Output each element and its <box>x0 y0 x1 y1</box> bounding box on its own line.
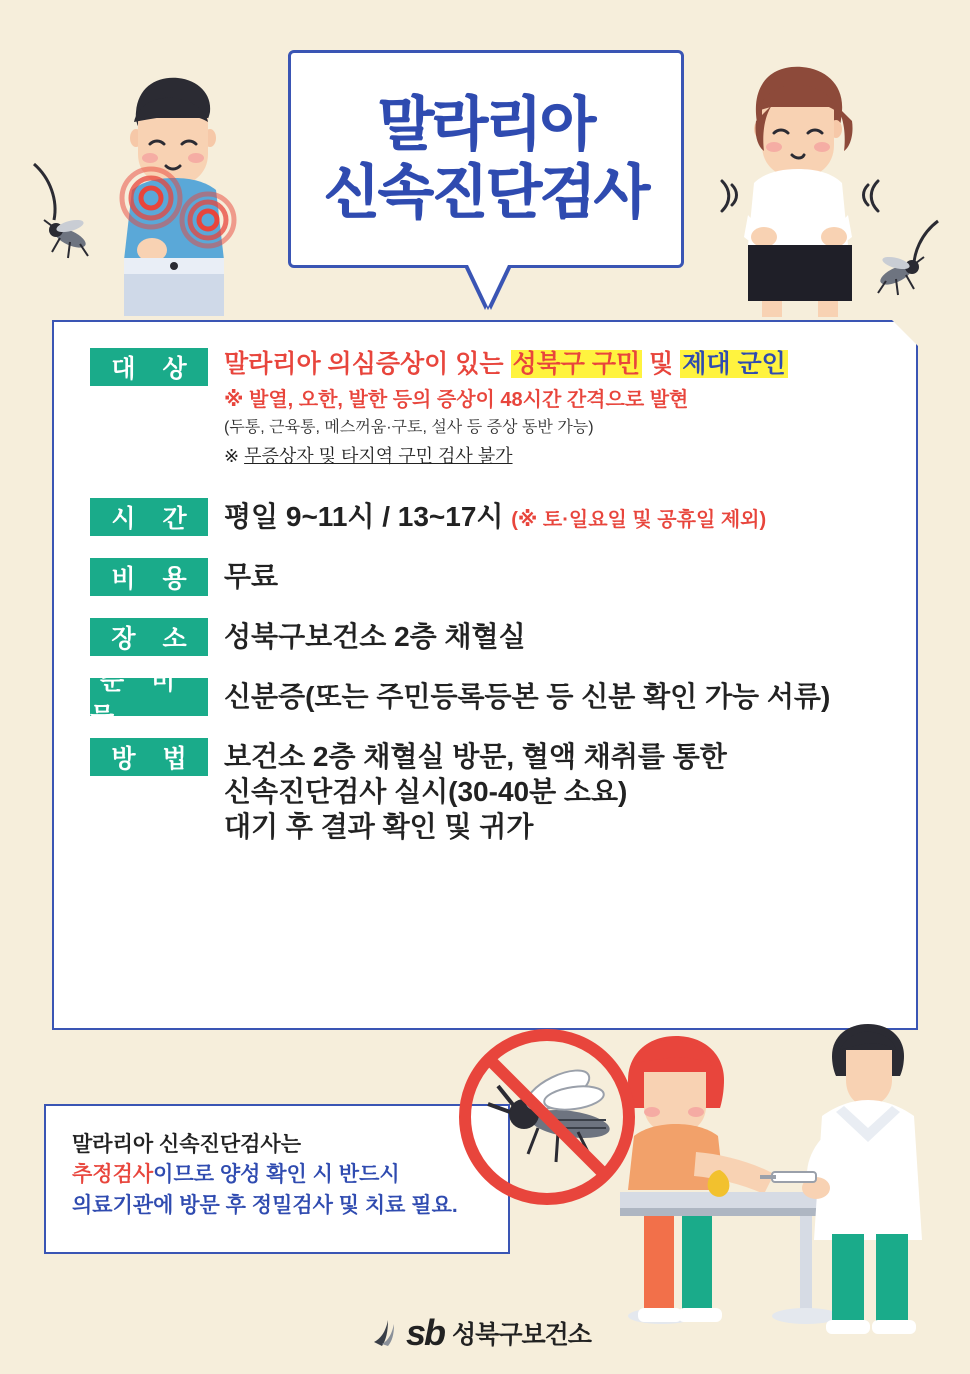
row-content-method <box>224 738 896 844</box>
title-balloon <box>288 50 684 268</box>
title-line-2: 신속진단검사 <box>323 160 649 225</box>
mosquito-icon-right <box>852 215 942 320</box>
note-line-3: 의료기관에 방문 후 정밀검사 및 치료 필요. <box>72 1193 458 1217</box>
method-line-1: 보건소 2층 채혈실 방문, 혈액 채취를 통한 <box>224 741 727 773</box>
footer-logo <box>372 1310 612 1356</box>
target-highlight-1: 성북구 구민 <box>512 350 641 378</box>
cost-value: 무료 <box>224 561 279 593</box>
row-label-target: 대 상 <box>90 348 208 386</box>
target-note-2: (두통, 근육통, 메스꺼움·구토, 설사 등 증상 동반 가능) <box>224 419 594 437</box>
row-label-items: 준 비 물 <box>90 678 208 716</box>
row-content-target <box>224 348 896 468</box>
row-label-method: 방 법 <box>90 738 208 776</box>
logo-swoosh-icon <box>372 1316 406 1350</box>
balloon-tail <box>468 265 508 307</box>
info-row-items <box>90 667 896 732</box>
target-main-line <box>224 349 896 380</box>
target-note-1: ※ 발열, 오한, 발한 등의 증상이 48시간 간격으로 발현 <box>224 389 689 412</box>
row-label-time: 시 간 <box>90 498 208 536</box>
row-label-place: 장 소 <box>90 618 208 656</box>
title-line-1: 말라리아 <box>377 91 595 157</box>
time-value <box>224 499 896 534</box>
row-label-cost: 비 용 <box>90 558 208 596</box>
illustration-blood-draw-scene <box>600 1020 960 1350</box>
target-note-3-prefix: ※ <box>224 446 245 467</box>
target-highlight-2: 제대 군인 <box>682 350 786 378</box>
info-row-time <box>90 498 896 536</box>
illustration-sick-boy <box>96 70 286 320</box>
target-prefix: 말라리아 의심증상이 있는 <box>224 350 511 378</box>
method-line-3: 대기 후 결과 확인 및 귀가 <box>224 811 534 843</box>
items-value: 신분증(또는 주민등록등본 등 신분 확인 가능 서류) <box>224 681 831 713</box>
method-line-2: 신속진단검사 실시(30-40분 소요) <box>224 776 628 808</box>
note-line-2-rest: 이므로 양성 확인 시 반드시 <box>153 1163 400 1187</box>
row-content-cost <box>224 558 896 594</box>
info-row-target <box>90 348 896 468</box>
row-content-time <box>224 498 896 534</box>
no-mosquito-icon <box>452 1022 642 1212</box>
mosquito-icon-left <box>30 160 110 275</box>
note-line-2 <box>72 1160 508 1190</box>
logo-mark-text: sb <box>406 1312 445 1353</box>
note-line-2-red: 추정검사 <box>72 1163 154 1187</box>
time-suffix: (※ 토·일요일 및 공휴일 제외) <box>511 509 767 532</box>
panel-corner-decoration <box>892 320 918 346</box>
row-content-items <box>224 678 896 714</box>
bottom-note-box <box>44 1104 510 1254</box>
logo-org-name: 성북구보건소 <box>452 1321 591 1349</box>
time-main: 평일 9~11시 / 13~17시 <box>224 501 504 533</box>
info-row-cost <box>90 558 896 596</box>
row-content-place <box>224 618 896 654</box>
info-row-place <box>90 618 896 656</box>
info-panel <box>52 320 918 1030</box>
target-note-3 <box>224 445 896 468</box>
target-note-3-underline: 무증상자 및 타지역 구민 검사 불가 <box>244 446 513 467</box>
info-rows <box>90 348 896 850</box>
note-line-1: 말라리아 신속진단검사는 <box>72 1133 301 1156</box>
place-value: 성북구보건소 2층 채혈실 <box>224 621 526 653</box>
info-row-method <box>90 738 896 844</box>
target-mid: 및 <box>642 350 681 378</box>
